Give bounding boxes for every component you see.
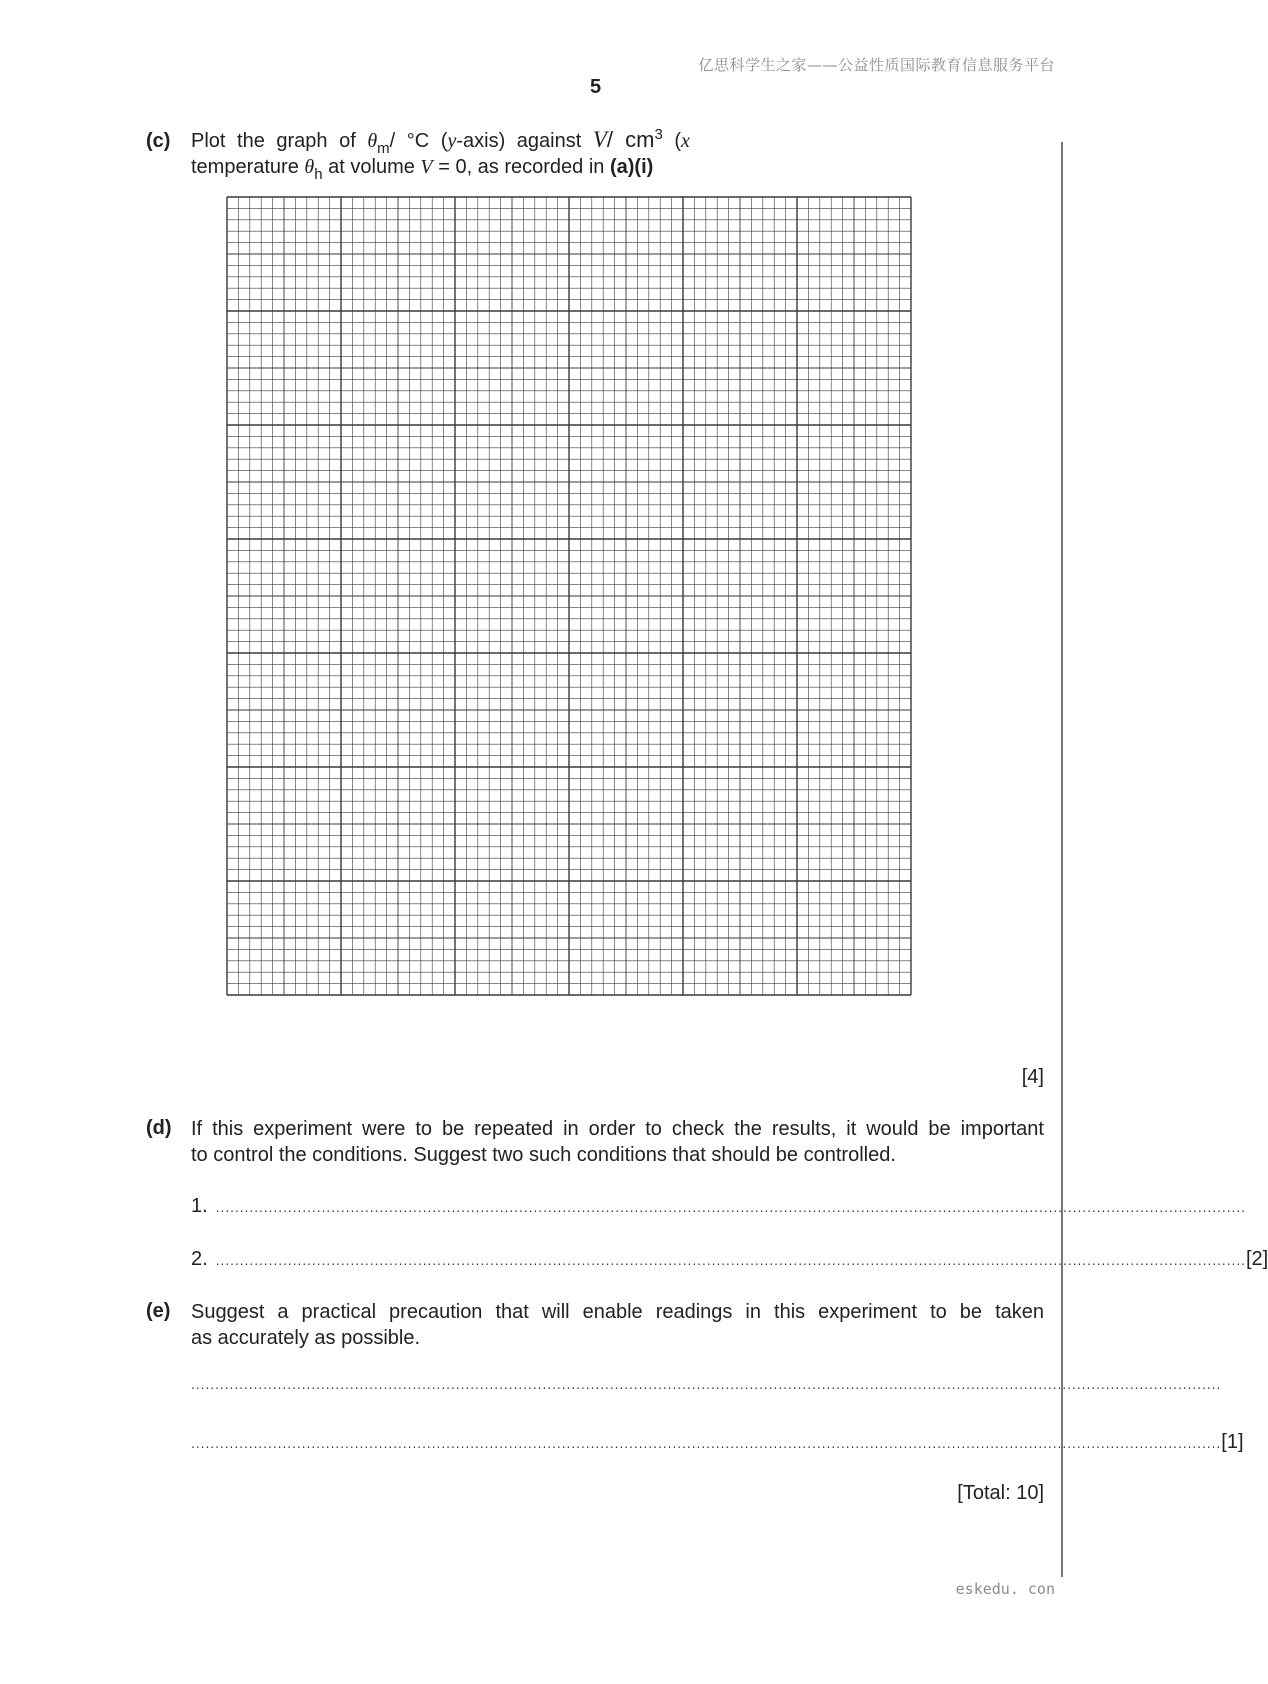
question-label-c: (c) xyxy=(146,130,171,152)
question-e-text: Suggest a practical precaution that will enable readings in this experiment to be taken as accurately as possible. xyxy=(191,1301,1044,1349)
page-number: 5 xyxy=(589,76,602,98)
question-c-line1: Plot the graph of $\theta_m/$ °C (y-axis) against V/ $cm^3$ (x xyxy=(191,126,690,157)
answer-line-d2[interactable]: 2. ...................................................................................................................................................................................................................... [2] xyxy=(191,1248,1268,1270)
question-label-d: (d) xyxy=(146,1117,172,1139)
answer-line-d1[interactable]: 1. ...................................................................................................................................................................................................................... xyxy=(191,1195,1246,1217)
margin-rule xyxy=(1061,142,1063,1577)
footer-text: eskedu. con xyxy=(955,1580,1055,1598)
mark-d: [2] xyxy=(1245,1248,1268,1270)
answer-line-e1[interactable]: ...................................................................................................................................................................................................................... xyxy=(191,1378,1222,1392)
mark-e: [1] xyxy=(1221,1431,1244,1453)
question-label-e: (e) xyxy=(146,1300,171,1322)
question-c-text xyxy=(191,126,1044,183)
answer-line-e2[interactable]: ...................................................................................................................................................................................................................... [1] xyxy=(191,1431,1244,1453)
question-c-line2: temperature $\theta_h$ at volume V = 0, as recorded in (a)(i) xyxy=(191,156,654,183)
mark-c: [4] xyxy=(1021,1066,1044,1088)
question-d-text: If this experiment were to be repeated in order to check the results, it would be important to control the conditions. Suggest two such conditions that should be controlled. xyxy=(191,1118,1044,1166)
graph-grid[interactable] xyxy=(226,196,912,996)
watermark-text: 亿思科学生之家——公益性质国际教育信息服务平台 xyxy=(698,56,1055,74)
graph-paper xyxy=(226,196,912,996)
total-mark: [Total: 10] xyxy=(957,1482,1044,1504)
